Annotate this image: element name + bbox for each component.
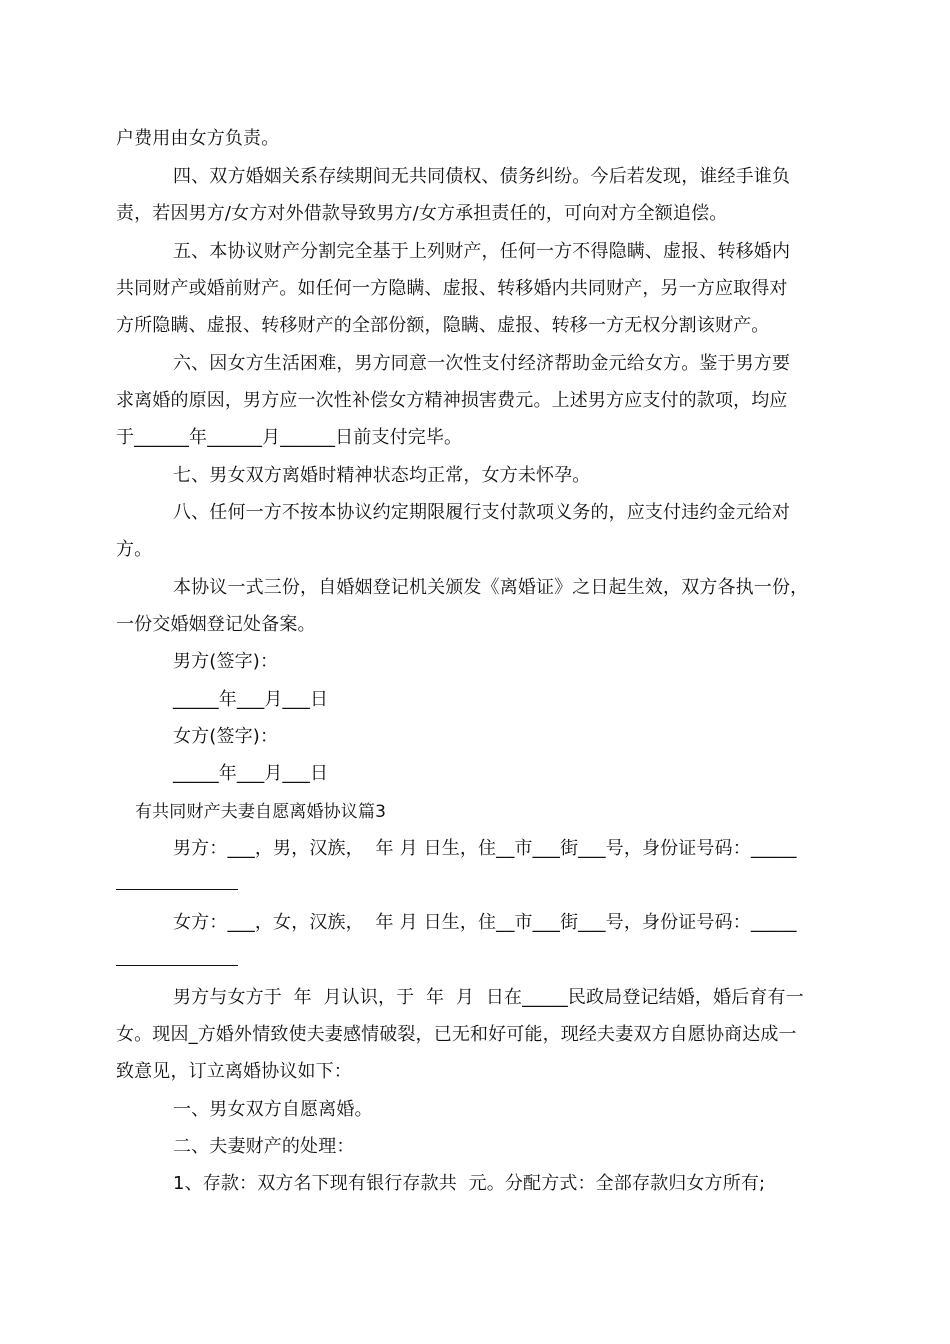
male-party-line: 男方：___，男，汉族， 年 月 日生，住__市___街___号，身份证号码：_____ [173,838,797,859]
clause-4-line-2: 责，若因男方/女方对外借款导致男方/女方承担责任的，可向对方全额追偿。 [116,203,728,224]
copies-line-1: 本协议一式三份，自婚姻登记机关颁发《离婚证》之日起生效，双方各执一份， [173,577,809,598]
text-line: 户费用由女方负责。 [116,128,280,149]
female-party-line: 女方：___，女，汉族， 年 月 日生，住__市___街___号，身份证号码：_____ [173,912,797,933]
clause-8-line-1: 八、任何一方不按本协议约定期限履行支付款项义务的，应支付违约金元给对 [173,502,791,523]
clause-6-line-1: 六、因女方生活困难，男方同意一次性支付经济帮助金元给女方。鉴于男方要 [173,353,791,374]
male-signature-label: 男方(签字)： [173,651,279,672]
clause-4-line-1: 四、双方婚姻关系存续期间无共同债权、债务纠纷。今后若发现，谁经手谁负 [173,166,791,187]
section-heading: 有共同财产夫妻自愿离婚协议篇3 [135,802,387,822]
clause-8-line-2: 方。 [116,539,153,560]
clause-7-line: 七、男女双方离婚时精神状态均正常，女方未怀孕。 [173,465,591,486]
female-signature-date: _____年___月___日 [173,763,329,784]
deposit-line: 1、存款：双方名下现有银行存款共 元。分配方式：全部存款归女方所有; [173,1173,766,1194]
male-signature-date: _____年___月___日 [173,689,329,710]
clause-5-line-1: 五、本协议财产分割完全基于上列财产，任何一方不得隐瞒、虚报、转移婚内 [173,241,791,262]
blank-rule [116,889,238,890]
clause-1-line: 一、男女双方自愿离婚。 [173,1099,373,1120]
clause-2-line: 二、夫妻财产的处理： [173,1136,355,1157]
copies-line-2: 一份交婚姻登记处备案。 [116,614,316,635]
clause-5-line-2: 共同财产或婚前财产。如任何一方隐瞒、虚报、转移婚内共同财产，另一方应取得对 [116,278,788,299]
blank-rule [116,965,238,966]
clause-6-line-3: 于______年______月______日前支付完毕。 [116,427,463,448]
clause-5-line-3: 方所隐瞒、虚报、转移财产的全部份额，隐瞒、虚报、转移一方无权分割该财产。 [116,315,770,336]
clause-6-line-2: 求离婚的原因，男方应一次性补偿女方精神损害费元。上述男方应支付的款项，均应 [116,390,788,411]
female-signature-label: 女方(签字)： [173,726,279,747]
marriage-line-2: 女。现因_方婚外情致使夫妻感情破裂，已无和好可能，现经夫妻双方自愿协商达成一 [116,1024,797,1045]
marriage-line-3: 致意见，订立离婚协议如下： [116,1061,352,1082]
marriage-line-1: 男方与女方于 年 月认识，于 年 月 日在_____民政局登记结婚，婚后育有一 [173,987,804,1008]
